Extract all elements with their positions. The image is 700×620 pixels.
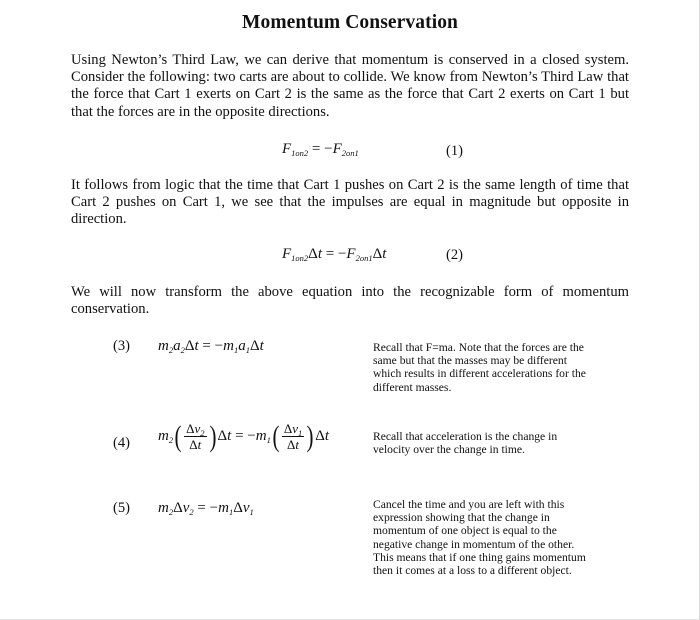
transform-paragraph: We will now transform the above equation into the recognizable form of momentum conservation. bbox=[71, 284, 629, 318]
equation-2-subscript-a: 1on2 bbox=[291, 253, 309, 263]
equation-5: $m_2\Delta v_2 = -m_1\Delta v_1$ bbox=[158, 500, 254, 517]
equation-2: $F_{1on2}\Delta t = -F_{2on1}\Delta t$ bbox=[282, 246, 387, 263]
equation-1-subscript-a: 1on2 bbox=[291, 148, 309, 158]
equation-2-number: (2) bbox=[446, 247, 464, 263]
note-equation-4: Recall that acceleration is the change in velocity over the change in time. bbox=[373, 430, 558, 457]
equation-1-subscript-b: 2on1 bbox=[341, 148, 359, 158]
intro-paragraph: Using Newton’s Third Law, we can derive that momentum is conserved in a closed system. Consider the following: two carts are about to collide. We know from Newton’s Third Law that the force that Cart 1 exerts on Cart 2 is the same as the force that Cart 2 exerts on Cart 1 but that the forces are in the opposite directions. bbox=[71, 52, 629, 120]
equation-3: $m_2a_2\Delta t = -m_1a_1\Delta t$ bbox=[158, 338, 264, 355]
page-title: Momentum Conservation bbox=[241, 12, 459, 33]
equation-4-number: (4) bbox=[113, 435, 131, 451]
note-equation-3: Recall that F=ma. Note that the forces are the same but that the masses may be different which results in different accelerations for the different masses. bbox=[373, 341, 586, 394]
equation-3-number: (3) bbox=[113, 338, 131, 354]
note-equation-5: Cancel the time and you are left with this expression showing that the change in momentum of one object is equal to the negative change in momentum of the other. This means that if one thing gains momentum then it comes at a loss to a different object. bbox=[373, 498, 586, 578]
equation-5-number: (5) bbox=[113, 500, 131, 516]
equation-1-number: (1) bbox=[446, 143, 464, 159]
impulse-paragraph: It follows from logic that the time that Cart 1 pushes on Cart 2 is the same length of time that Cart 2 pushes on Cart 1, we see that the impulses are equal in magnitude but opposite in direction. bbox=[71, 177, 629, 228]
equation-4: $m_2$( $\frac{\Delta v_2}{\Delta t}$ ) $\Delta t = -m_1$( $\frac{\Delta v_1}{\Delta t}$ ) Δt bbox=[158, 419, 330, 453]
equation-2-subscript-b: 2on1 bbox=[355, 253, 373, 263]
equation-1: $F_{1on2} = -F_{2on1}$ bbox=[282, 141, 359, 158]
